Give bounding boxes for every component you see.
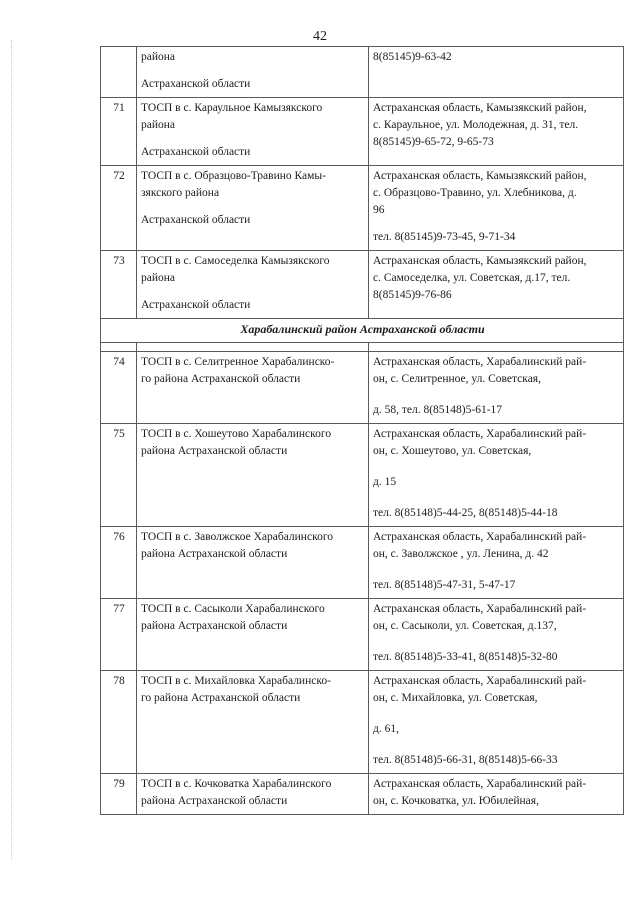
office-name-line: ТОСП в с. Заволжское Харабалинского: [141, 531, 334, 543]
address-cell: [369, 166, 624, 251]
registry-table: [100, 46, 624, 815]
address-line: с. Самоседелка, ул. Советская, д.17, тел.: [373, 272, 571, 284]
table-row: [101, 527, 624, 599]
office-name-line: ТОСП в с. Сасыколи Харабалинского: [141, 603, 325, 615]
binding-margin-line: [11, 40, 12, 860]
row-number: 71: [101, 98, 137, 166]
office-name-line: района Астраханской области: [141, 548, 288, 560]
spacer-cell: [137, 343, 369, 352]
office-name-line: ТОСП в с. Самоседелка Камызякского: [141, 255, 330, 267]
address-cell: [369, 98, 624, 166]
row-number: 74: [101, 352, 137, 424]
section-row: [101, 319, 624, 343]
table-row: [101, 352, 624, 424]
row-number: [101, 47, 137, 98]
address-line: д. 61,: [373, 723, 399, 735]
office-name-line: го района Астраханской области: [141, 373, 301, 385]
table-row: [101, 166, 624, 251]
spacer-row: [101, 343, 624, 352]
address-line: д. 58, тел. 8(85148)5-61-17: [373, 404, 503, 416]
spacer-cell: [101, 343, 137, 352]
row-number: 75: [101, 424, 137, 527]
address-line: Астраханская область, Харабалинский рай-: [373, 356, 587, 368]
address-cell: [369, 671, 624, 774]
address-line: тел. 8(85148)5-66-31, 8(85148)5-66-33: [373, 754, 558, 766]
office-name-cell: [137, 47, 369, 98]
office-name-cell: [137, 98, 369, 166]
row-number: 72: [101, 166, 137, 251]
address-cell: [369, 352, 624, 424]
address-cell: [369, 599, 624, 671]
address-line: 8(85145)9-76-86: [373, 289, 452, 301]
address-line: Астраханская область, Харабалинский рай-: [373, 531, 587, 543]
address-cell: [369, 47, 624, 98]
row-number: 76: [101, 527, 137, 599]
address-line: он, с. Кочковатка, ул. Юбилейная,: [373, 795, 539, 807]
office-name-cell: [137, 671, 369, 774]
address-line: он, с. Сасыколи, ул. Советская, д.137,: [373, 620, 557, 632]
address-cell: [369, 527, 624, 599]
address-line: 8(85145)9-65-72, 9-65-73: [373, 136, 494, 148]
address-line: тел. 8(85148)5-33-41, 8(85148)5-32-80: [373, 651, 558, 663]
row-number: 77: [101, 599, 137, 671]
address-line: он, с. Селитренное, ул. Советская,: [373, 373, 541, 385]
address-line: Астраханская область, Камызякский район,: [373, 170, 587, 182]
office-name-line: района Астраханской области: [141, 795, 288, 807]
address-line: тел. 8(85145)9-73-45, 9-71-34: [373, 231, 516, 243]
office-name-line: го района Астраханской области: [141, 692, 301, 704]
address-line: тел. 8(85148)5-47-31, 5-47-17: [373, 579, 516, 591]
office-name-line: зякского района: [141, 187, 220, 199]
office-name-line: района: [141, 51, 176, 63]
row-number: 78: [101, 671, 137, 774]
address-line: он, с. Хошеутово, ул. Советская,: [373, 445, 532, 457]
office-name-line: района Астраханской области: [141, 445, 288, 457]
address-cell: [369, 251, 624, 319]
address-line: с. Образцово-Травино, ул. Хлебникова, д.: [373, 187, 577, 199]
table-row: [101, 98, 624, 166]
office-name-cell: [137, 774, 369, 815]
office-name-line: Астраханской области: [141, 146, 251, 158]
office-name-line: Астраханской области: [141, 299, 251, 311]
row-number: 79: [101, 774, 137, 815]
section-title: Харабалинский район Астраханской области: [101, 319, 624, 343]
table-row: [101, 424, 624, 527]
office-name-line: Астраханской области: [141, 78, 251, 90]
address-cell: [369, 774, 624, 815]
office-name-line: района Астраханской области: [141, 620, 288, 632]
office-name-line: района: [141, 119, 176, 131]
address-cell: [369, 424, 624, 527]
office-name-line: ТОСП в с. Кочковатка Харабалинского: [141, 778, 332, 790]
table-row: [101, 47, 624, 98]
address-line: Астраханская область, Камызякский район,: [373, 255, 587, 267]
address-line: Астраханская область, Харабалинский рай-: [373, 778, 587, 790]
address-line: д. 15: [373, 476, 397, 488]
table-row: [101, 599, 624, 671]
office-name-line: ТОСП в с. Образцово-Травино Камы-: [141, 170, 326, 182]
address-line: 8(85145)9-63-42: [373, 51, 452, 63]
address-line: тел. 8(85148)5-44-25, 8(85148)5-44-18: [373, 507, 558, 519]
office-name-line: ТОСП в с. Караульное Камызякского: [141, 102, 323, 114]
page-number: 42: [313, 29, 327, 44]
address-line: Астраханская область, Харабалинский рай-: [373, 675, 587, 687]
table-row: [101, 774, 624, 815]
address-line: Астраханская область, Харабалинский рай-: [373, 603, 587, 615]
office-name-line: района: [141, 272, 176, 284]
office-name-line: ТОСП в с. Селитренное Харабалинско-: [141, 356, 335, 368]
office-name-cell: [137, 599, 369, 671]
address-line: 96: [373, 204, 385, 216]
spacer-cell: [369, 343, 624, 352]
office-name-line: ТОСП в с. Хошеутово Харабалинского: [141, 428, 332, 440]
office-name-cell: [137, 527, 369, 599]
office-name-cell: [137, 352, 369, 424]
office-name-line: Астраханской области: [141, 214, 251, 226]
table-row: [101, 671, 624, 774]
office-name-cell: [137, 251, 369, 319]
address-line: Астраханская область, Харабалинский рай-: [373, 428, 587, 440]
office-name-line: ТОСП в с. Михайловка Харабалинско-: [141, 675, 331, 687]
address-line: с. Караульное, ул. Молодежная, д. 31, тел.: [373, 119, 579, 131]
table-row: [101, 251, 624, 319]
address-line: он, с. Михайловка, ул. Советская,: [373, 692, 538, 704]
address-line: он, с. Заволжское , ул. Ленина, д. 42: [373, 548, 549, 560]
office-name-cell: [137, 166, 369, 251]
row-number: 73: [101, 251, 137, 319]
office-name-cell: [137, 424, 369, 527]
address-line: Астраханская область, Камызякский район,: [373, 102, 587, 114]
